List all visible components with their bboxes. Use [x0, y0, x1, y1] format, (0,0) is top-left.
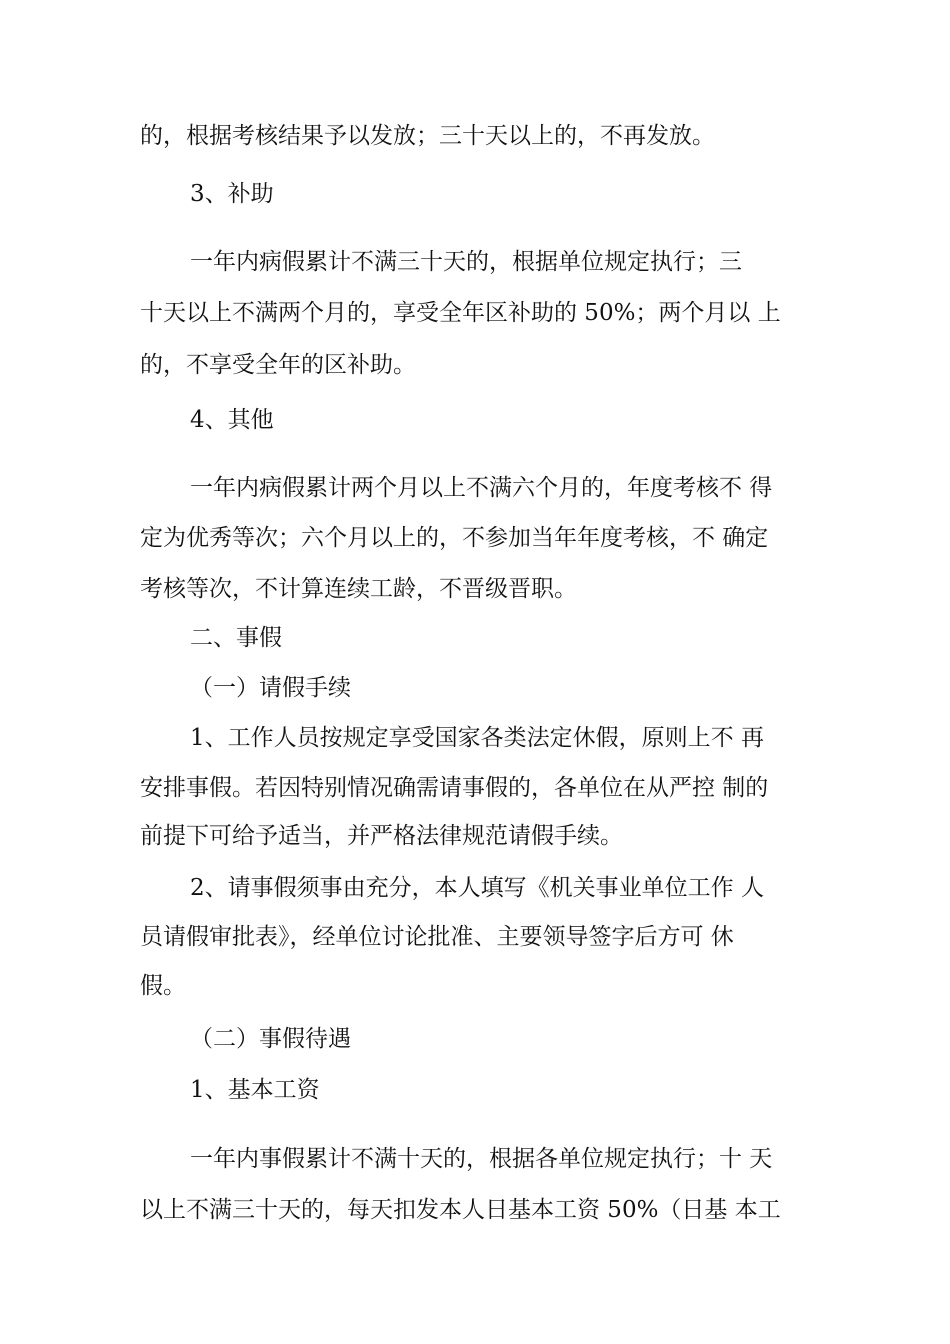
subsection-heading-leave-treatment: （二）事假待遇	[190, 1026, 351, 1052]
section-heading-subsidy: 3、补助	[190, 181, 274, 207]
paragraph-line: 考核等次，不计算连续工龄，不晋级晋职。	[140, 576, 577, 602]
paragraph-line: 的，根据考核结果予以发放；三十天以上的，不再发放。	[140, 123, 715, 149]
paragraph-line: 一年内病假累计不满三十天的，根据单位规定执行；三	[190, 249, 742, 275]
paragraph-line: 一年内事假累计不满十天的，根据各单位规定执行；十 天	[190, 1146, 773, 1172]
paragraph-line: 十天以上不满两个月的，享受全年区补助的 50%；两个月以 上	[140, 300, 781, 326]
section-heading-other: 4、其他	[190, 407, 274, 433]
paragraph-line: 假。	[140, 973, 186, 999]
paragraph-line: 定为优秀等次；六个月以上的，不参加当年年度考核，不 确定	[140, 525, 769, 551]
subsection-heading-leave-procedure: （一）请假手续	[190, 675, 351, 701]
section-heading-personal-leave: 二、事假	[190, 625, 282, 651]
paragraph-line: 前提下可给予适当，并严格法律规范请假手续。	[140, 823, 623, 849]
paragraph-line: 一年内病假累计两个月以上不满六个月的，年度考核不 得	[190, 475, 773, 501]
paragraph-line: 1、工作人员按规定享受国家各类法定休假，原则上不 再	[190, 725, 764, 751]
paragraph-line: 员请假审批表》，经单位讨论批准、主要领导签字后方可 休	[140, 924, 734, 950]
section-heading-basic-salary: 1、基本工资	[190, 1077, 320, 1103]
paragraph-line: 安排事假。若因特别情况确需请事假的，各单位在从严控 制的	[140, 775, 769, 801]
paragraph-line: 2、请事假须事由充分，本人填写《机关事业单位工作 人	[190, 875, 764, 901]
paragraph-line: 的，不享受全年的区补助。	[140, 352, 416, 378]
paragraph-line: 以上不满三十天的，每天扣发本人日基本工资 50%（日基 本工	[140, 1197, 781, 1223]
